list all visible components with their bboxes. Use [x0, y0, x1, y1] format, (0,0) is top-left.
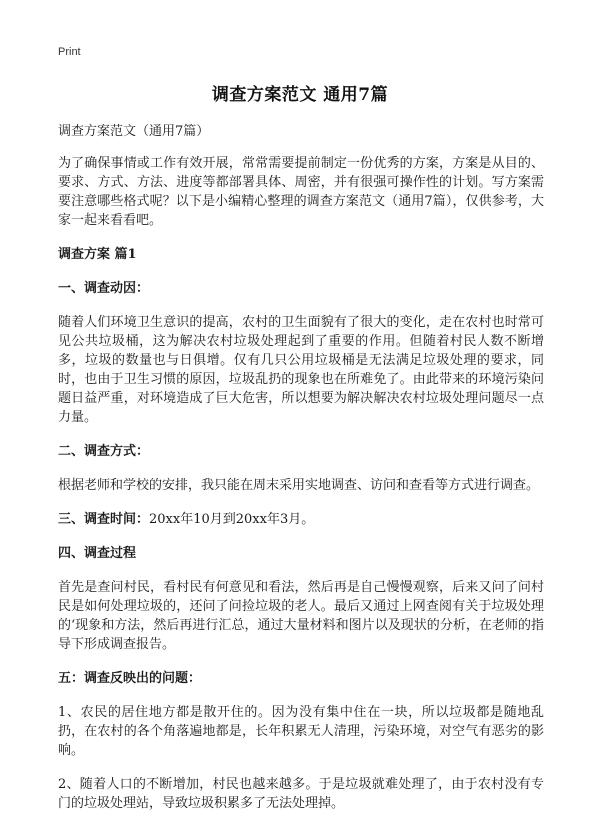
- article-body: [58, 122, 544, 828]
- paragraph-problem-2: 2、随着人口的不断增加，村民也越来越多。于是垃圾就难处理了，由于农村没有专门的垃圾处理站，导致垃圾积累多了无法处理掉。: [58, 777, 544, 811]
- section-title: 调查方案 篇1: [58, 247, 137, 262]
- print-link[interactable]: Print: [58, 46, 81, 58]
- heading-motivation: 一、调查动因：: [58, 281, 150, 296]
- heading-time: [58, 510, 544, 529]
- paragraph-problem-1: 1、农民的居住地方都是散开住的。因为没有集中住在一块，所以垃圾都是随地乱扔，在农村的各个角落遍地都是，长年积累无人清理，污染环境，对空气有恶劣的影响。: [58, 705, 544, 758]
- paragraph-motivation: 随着人们环境卫生意识的提高，农村的卫生面貌有了很大的变化，走在农村也时常可见公共垃圾桶，这为解决农村垃圾处理起到了重要的作用。但随着村民人数不断增多，垃圾的数量也与日俱增。仅有几只公用垃圾桶是无法满足垃圾处理的要求，同时，也由于卫生习惯的原因，垃圾乱扔的现象也在所难免了。由此带来的环境污染问题日益严重，对环境造成了巨大危害，所以想要为解决解决农村垃圾处理问题尽一点力量。: [58, 315, 544, 425]
- intro-paragraph: 为了确保事情或工作有效开展，常常需要提前制定一份优秀的方案，方案是从目的、要求、方式、方法、进度等都部署具体、周密，并有很强可操作性的计划。写方案需要注意哪些格式呢？以下是小编精心整理的调查方案范文（通用7篇），仅供参考，大家一起来看看吧。: [58, 156, 544, 228]
- page-title: 调查方案范文 通用7篇: [211, 85, 389, 105]
- article-subtitle: 调查方案范文（通用7篇）: [58, 124, 210, 139]
- heading-time-value: 20xx年10月到20xx年3月。: [149, 512, 315, 527]
- heading-time-label: 三、调查时间：: [58, 512, 150, 527]
- heading-problems: 五：调查反映出的问题：: [58, 671, 202, 686]
- paragraph-process: 首先是查问村民，看村民有何意见和看法，然后再是自己慢慢观察，后来又问了问村民是如何处理垃圾的，还问了问捡垃圾的老人。最后又通过上网查阅有关于垃圾处理的‘现象和方法，然后再进行汇总，通过大量材料和图片以及现状的分析，在老师的指导下形成调查报告。: [58, 580, 544, 652]
- heading-process: 四、调查过程: [58, 546, 137, 561]
- heading-method: 二、调查方式：: [58, 444, 150, 459]
- paragraph-method: 根据老师和学校的安排，我只能在周末采用实地调查、访问和查看等方式进行调查。: [58, 478, 540, 493]
